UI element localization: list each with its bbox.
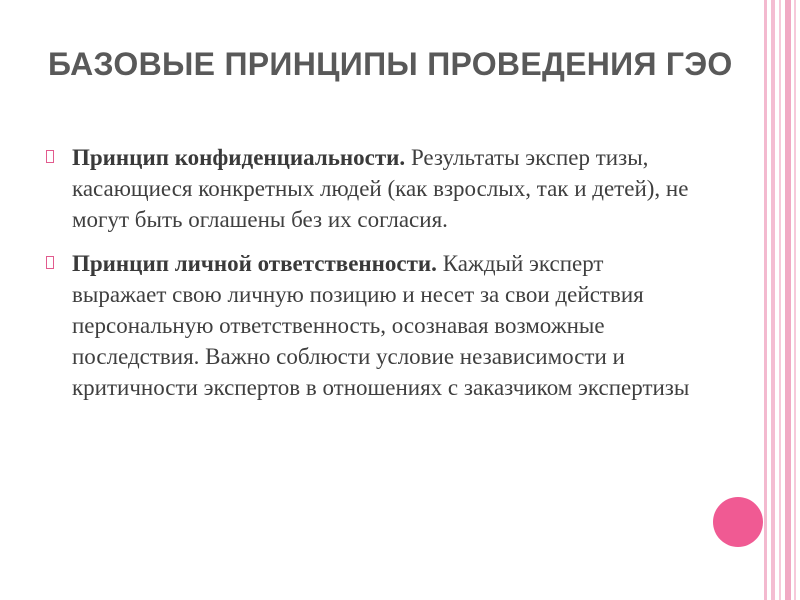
bullet-icon xyxy=(46,150,54,163)
bullet-heading: Принцип конфиденциальности. xyxy=(72,145,406,170)
bullet-text: Каждый эксперт выражает свою личную позицию и несет за свои действия персональную ответственность, осознавая возможные последствия. Важно соблюсти условие независимости и критичности экспертов в отношениях с заказчиком экспертизы xyxy=(72,251,690,400)
border-line xyxy=(779,0,781,600)
border-line xyxy=(771,0,775,600)
border-line xyxy=(794,0,796,600)
decorative-circle xyxy=(713,497,763,547)
bullet-item xyxy=(44,142,694,235)
bullet-item xyxy=(44,248,694,403)
bullet-text: Результаты экспер тизы, касающиеся конкретных людей (как взрослых, так и детей), не могут быть оглашены без их согласия. xyxy=(72,145,689,232)
bullet-heading: Принцип личной ответственности. xyxy=(72,251,437,276)
border-line xyxy=(764,0,767,600)
slide-body xyxy=(44,142,694,416)
bullet-icon xyxy=(46,256,54,269)
border-line xyxy=(785,0,791,600)
slide-title: БАЗОВЫЕ ПРИНЦИПЫ ПРОВЕДЕНИЯ ГЭО xyxy=(48,46,733,82)
